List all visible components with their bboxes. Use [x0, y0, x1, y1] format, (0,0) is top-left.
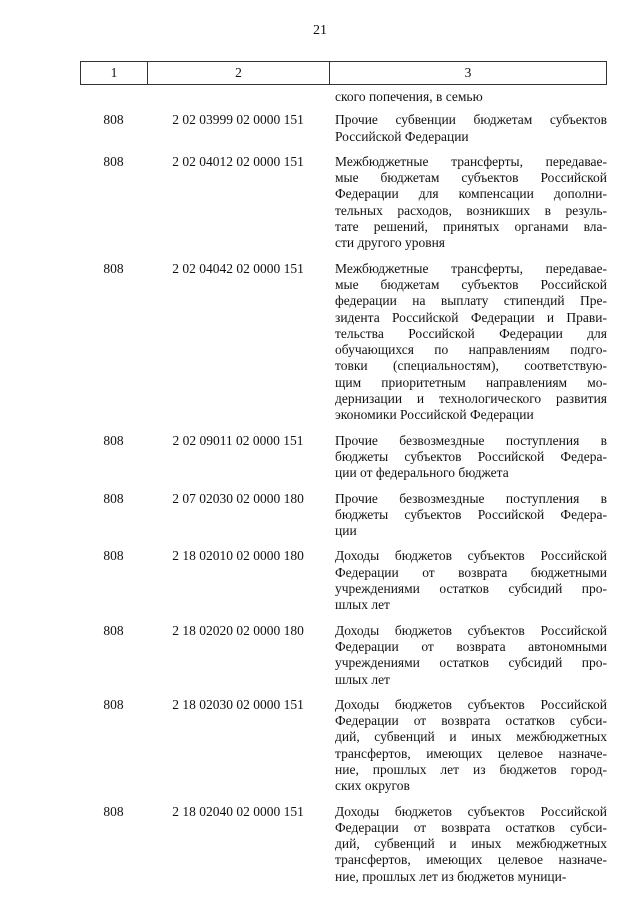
description-cell [329, 491, 607, 540]
admin-code-cell: 808 [103, 112, 124, 128]
table-row [80, 548, 607, 613]
description-line: Федерации от возврата остатков субси- [335, 713, 607, 729]
description-line: ского попечения, в семью [335, 89, 483, 104]
table-row [80, 804, 607, 885]
description-line: обучающихся по направлениям подго- [335, 342, 607, 358]
description-line: экономики Российской Федерации [335, 407, 534, 423]
description-cell [329, 623, 607, 688]
description-line: щим приоритетным направлениям мо- [335, 374, 607, 390]
description-line: Прочие безвозмездные поступления в [335, 490, 607, 506]
description-line: Доходы бюджетов субъектов Российской [335, 548, 607, 564]
description-line: Федерации для компенсации дополни- [335, 186, 607, 202]
description-cell [329, 154, 607, 252]
admin-code-cell: 808 [103, 622, 124, 638]
revenue-code-cell: 2 02 03999 02 0000 151 [172, 112, 304, 128]
description-line: трансфертов, имеющих целевое назначе- [335, 745, 607, 761]
description-line: шлых лет [335, 597, 390, 613]
revenue-code-cell: 2 18 02040 02 0000 151 [172, 803, 304, 819]
revenue-code-cell [147, 89, 329, 105]
table-row [80, 154, 607, 252]
continuation-row [80, 89, 607, 105]
revenue-code-cell: 2 02 09011 02 0000 151 [172, 432, 304, 448]
column-header-3: 3 [464, 65, 472, 80]
revenue-code-cell: 2 07 02030 02 0000 180 [172, 490, 304, 506]
description-line: бюджеты субъектов Российской Федера- [335, 506, 607, 522]
column-header-2: 2 [148, 62, 330, 84]
description-line: Федерации от возврата автономными [335, 638, 607, 654]
table-header [80, 61, 607, 85]
description-line: товки (специальностям), соответствую- [335, 358, 607, 374]
description-line: ских округов [335, 778, 410, 794]
description-line: тельных расходов, возникших в резуль- [335, 202, 607, 218]
description-line: Межбюджетные трансферты, передавае- [335, 153, 607, 169]
description-line: ние, прошлых лет из бюджетов город- [335, 761, 607, 777]
description-line: Прочие субвенции бюджетам субъектов [335, 112, 607, 128]
description-line: дий, субвенций и иных межбюджетных [335, 729, 607, 745]
description-line: Федерации от возврата бюджетными [335, 564, 607, 580]
description-cell [329, 261, 607, 424]
description-cell [329, 433, 607, 482]
description-line: Федерации от возврата остатков субси- [335, 819, 607, 835]
admin-code-cell: 808 [103, 153, 124, 169]
table-row [80, 261, 607, 424]
description-cell [329, 112, 607, 145]
page-number: 21 [313, 23, 327, 38]
description-line: федерации на выплату стипендий Пре- [335, 293, 607, 309]
description-line: Межбюджетные трансферты, передавае- [335, 260, 607, 276]
description-line: сти другого уровня [335, 235, 446, 251]
description-line: Доходы бюджетов субъектов Российской [335, 803, 607, 819]
admin-code-cell: 808 [103, 696, 124, 712]
description-line: ции [335, 523, 357, 539]
description-line: дернизации и технологического развития [335, 391, 607, 407]
description-cell [329, 697, 607, 795]
description-cell [329, 89, 607, 105]
table-row [80, 112, 607, 145]
column-header-1: 1 [81, 62, 148, 84]
description-cell [329, 548, 607, 613]
table-row [80, 697, 607, 795]
revenue-code-cell: 2 18 02010 02 0000 180 [172, 548, 304, 564]
revenue-code-cell: 2 02 04042 02 0000 151 [172, 260, 304, 276]
description-line: Доходы бюджетов субъектов Российской [335, 622, 607, 638]
description-line: мые бюджетам субъектов Российской [335, 170, 607, 186]
table-row [80, 491, 607, 540]
table-body [80, 89, 607, 894]
description-line: учреждениями остатков субсидий про- [335, 655, 607, 671]
description-line: бюджеты субъектов Российской Федера- [335, 448, 607, 464]
admin-code-cell: 808 [103, 432, 124, 448]
description-line: тате решений, принятых органами вла- [335, 219, 607, 235]
description-line: тельства Российской Федерации для [335, 325, 607, 341]
description-line: шлых лет [335, 671, 390, 687]
description-line: Российской Федерации [335, 128, 469, 144]
description-line: ции от федерального бюджета [335, 465, 509, 481]
description-line: зидента Российской Федерации и Прави- [335, 309, 607, 325]
table-row [80, 623, 607, 688]
admin-code-cell [80, 89, 147, 105]
description-line: Доходы бюджетов субъектов Российской [335, 696, 607, 712]
description-line: дий, субвенций и иных межбюджетных [335, 836, 607, 852]
admin-code-cell: 808 [103, 260, 124, 276]
description-cell [329, 804, 607, 885]
admin-code-cell: 808 [103, 803, 124, 819]
description-line: ние, прошлых лет из бюджетов муници- [335, 868, 567, 884]
admin-code-cell: 808 [103, 548, 124, 564]
revenue-code-cell: 2 18 02020 02 0000 180 [172, 622, 304, 638]
description-line: мые бюджетам субъектов Российской [335, 276, 607, 292]
description-line: трансфертов, имеющих целевое назначе- [335, 852, 607, 868]
admin-code-cell: 808 [103, 490, 124, 506]
revenue-code-cell: 2 02 04012 02 0000 151 [172, 153, 304, 169]
description-line: Прочие безвозмездные поступления в [335, 432, 607, 448]
table-row [80, 433, 607, 482]
revenue-code-cell: 2 18 02030 02 0000 151 [172, 696, 304, 712]
description-line: учреждениями остатков субсидий про- [335, 581, 607, 597]
